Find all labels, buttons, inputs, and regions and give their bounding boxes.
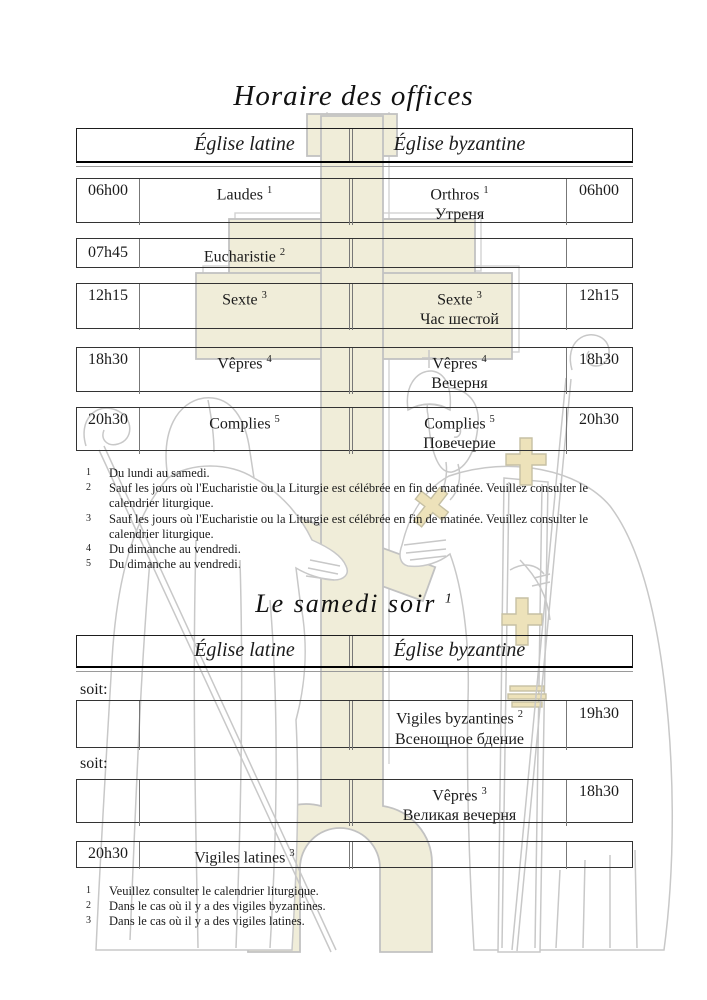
- table-row: [76, 347, 633, 392]
- office-name: Sexte: [222, 291, 258, 309]
- time-right: 18h30: [566, 780, 631, 826]
- office-name: Laudes: [216, 186, 263, 204]
- footnote-text: calendrier liturgique.: [109, 496, 214, 511]
- time-right: [566, 239, 631, 268]
- section-title-text: Le samedi soir: [255, 589, 437, 618]
- byzantine-office: [353, 780, 566, 826]
- office-name: Vigiles byzantines: [396, 710, 514, 728]
- byzantine-office: [353, 239, 566, 268]
- footnote-text: Du dimanche au vendredi.: [109, 542, 241, 557]
- footnote-ref: 4: [266, 354, 272, 365]
- footnotes-section-1: [86, 466, 588, 572]
- byzantine-office: [353, 842, 566, 869]
- table-row: [76, 407, 633, 451]
- office-name-russian: Час шестой: [420, 311, 499, 329]
- office-name-russian: Вечерня: [431, 375, 488, 393]
- latin-office: [140, 780, 349, 826]
- table-row: [76, 238, 633, 268]
- footnote-number: 4: [86, 543, 91, 555]
- footnote-ref: 3: [481, 786, 487, 797]
- footnote-number: 3: [86, 915, 91, 927]
- table-row: [76, 700, 633, 748]
- office-name: Complies: [209, 415, 271, 433]
- footnote-ref: 2: [517, 709, 523, 720]
- footnote-number: 5: [86, 558, 91, 570]
- footnote-ref: 2: [279, 247, 286, 258]
- table-row: [76, 178, 633, 223]
- latin-office: [140, 701, 349, 750]
- footnote-text: Dans le cas où il y a des vigiles latines.: [109, 914, 305, 929]
- byzantine-office: [353, 701, 566, 750]
- time-right: 19h30: [566, 701, 631, 750]
- office-name: Vigiles latines: [194, 849, 286, 867]
- time-right: 18h30: [566, 348, 631, 394]
- office-name: Vêpres: [432, 787, 478, 805]
- footnote: [86, 884, 326, 899]
- time-left: 06h00: [77, 179, 140, 225]
- time-left: 18h30: [77, 348, 140, 394]
- office-name-russian: Великая вечерня: [402, 807, 517, 825]
- latin-office: [140, 239, 349, 268]
- office-name: Complies: [424, 415, 486, 433]
- footnote-ref: 5: [489, 414, 495, 425]
- byzantine-office: [353, 408, 566, 454]
- table-row: [76, 841, 633, 868]
- footnote: [86, 512, 588, 542]
- page-title: [0, 80, 707, 113]
- page-title-text: Horaire des offices: [233, 80, 474, 112]
- footnote-ref: 3: [289, 848, 295, 859]
- header-latin-church: Église latine: [194, 132, 295, 155]
- header-byzantine-church: Église byzantine: [393, 638, 526, 661]
- latin-office: [140, 284, 349, 330]
- header-byzantine-church: Église byzantine: [393, 132, 526, 155]
- office-name-russian: Утреня: [434, 206, 485, 224]
- latin-office: [140, 179, 349, 225]
- footnote: [86, 914, 326, 929]
- footnote-ref: 1: [266, 185, 273, 196]
- footnotes-section-2: [86, 884, 326, 930]
- header-latin-church: Église latine: [194, 638, 295, 661]
- footnote: [86, 899, 326, 914]
- office-name-russian: Всенощное бдение: [394, 731, 525, 749]
- time-right: 12h15: [566, 284, 631, 330]
- latin-office: [140, 842, 349, 869]
- time-left: 20h30: [77, 842, 140, 869]
- footnote-ref: 4: [481, 354, 487, 365]
- office-name-russian: Повечерие: [423, 435, 496, 453]
- footnote-ref: 1: [483, 185, 489, 196]
- office-name: Orthros: [430, 186, 480, 204]
- footnote-number: 1: [86, 467, 91, 478]
- footnote: [86, 557, 588, 572]
- schedule-table-header: [76, 128, 633, 163]
- time-right: [566, 842, 631, 869]
- byzantine-office: [353, 179, 566, 225]
- table-row: [76, 283, 633, 329]
- footnote-text: Sauf les jours où l'Eucharistie ou la Liturgie est célébrée en fin de matinée. Veuillez consulter le: [109, 511, 589, 526]
- time-left: 20h30: [77, 408, 140, 454]
- time-right: 06h00: [566, 179, 631, 225]
- header-underline: [76, 671, 633, 672]
- byzantine-office: [353, 348, 566, 394]
- time-left: [77, 780, 140, 826]
- footnote-number: 3: [86, 512, 91, 524]
- footnote: [86, 481, 588, 511]
- footnote-ref: 3: [261, 290, 267, 301]
- latin-office: [140, 348, 349, 394]
- footnote: [86, 542, 588, 557]
- time-left: [77, 701, 140, 750]
- footnote-ref: 5: [274, 414, 280, 425]
- soit-label: soit:: [80, 681, 108, 698]
- latin-office: [140, 408, 349, 454]
- footnote-text: Sauf les jours où l'Eucharistie ou la Liturgie est célébrée en fin de matinée. Veuillez consulter le: [109, 481, 589, 496]
- section-title: [0, 589, 707, 619]
- footnote-text: calendrier liturgique.: [109, 526, 214, 541]
- office-name: Eucharistie: [203, 248, 276, 266]
- footnote-number: 2: [86, 482, 91, 494]
- footnote-text: Du lundi au samedi.: [109, 466, 210, 480]
- office-name: Vêpres: [432, 355, 478, 373]
- table-row: [76, 779, 633, 823]
- time-left: 12h15: [77, 284, 140, 330]
- time-left: 07h45: [77, 239, 140, 268]
- footnote-text: Du dimanche au vendredi.: [109, 557, 241, 572]
- schedule-table-header-2: [76, 635, 633, 668]
- byzantine-office: [353, 284, 566, 330]
- header-underline: [76, 166, 633, 167]
- footnote-text: Veuillez consulter le calendrier liturgique.: [109, 884, 319, 898]
- footnote-number: 1: [86, 885, 91, 896]
- footnote-text: Dans le cas où il y a des vigiles byzantines.: [109, 899, 326, 914]
- footnote: [86, 466, 588, 481]
- time-right: 20h30: [566, 408, 631, 454]
- footnote-ref: 1: [444, 591, 452, 607]
- footnote-number: 2: [86, 900, 91, 912]
- office-name: Vêpres: [217, 355, 263, 373]
- office-name: Sexte: [437, 291, 473, 309]
- footnote-ref: 3: [476, 290, 482, 301]
- soit-label: soit:: [80, 755, 108, 772]
